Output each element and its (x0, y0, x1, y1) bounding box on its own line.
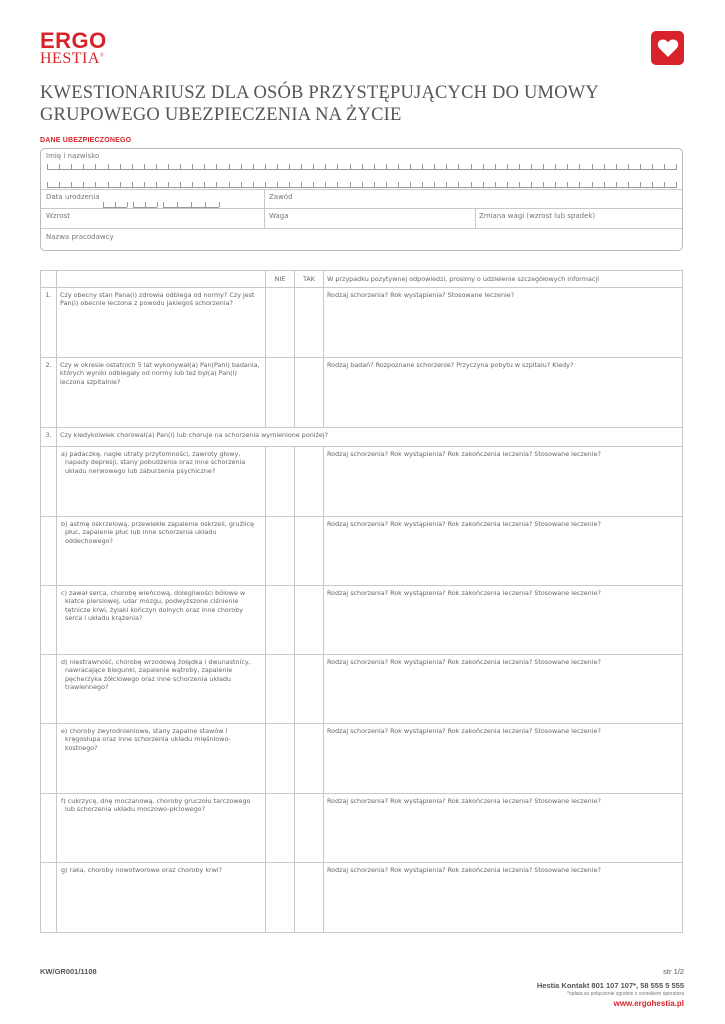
no-answer-cell[interactable] (266, 724, 295, 794)
subquestion-row-c (41, 586, 683, 655)
question-row-2 (41, 358, 683, 428)
question-row-1 (41, 288, 683, 358)
heart-icon (651, 31, 684, 65)
table-header-row (41, 271, 683, 288)
contact-phone: Hestia Kontakt 801 107 107*, 58 555 5 555 (536, 981, 684, 990)
yes-answer-cell[interactable] (295, 794, 324, 863)
yes-answer-cell[interactable] (295, 586, 324, 655)
yes-answer-cell[interactable] (295, 724, 324, 794)
insured-data-box (40, 148, 683, 251)
details-cell[interactable]: Rodzaj schorzenia? Rok wystąpienia? Rok zakończenia leczenia? Stosowane leczenie? (324, 655, 683, 724)
subquestion-text: g) raka, choroby nowotworowe oraz choroby krwi? (57, 863, 266, 933)
health-questionnaire-table (40, 270, 683, 933)
details-cell[interactable]: Rodzaj schorzenia? Rok wystąpienia? Rok zakończenia leczenia? Stosowane leczenie? (324, 517, 683, 586)
subquestion-text: e) choroby zwyrodnieniowe, stany zapalne stawów i kręgosłupa oraz inne schorzenia układu mięśniowo-kostnego? (57, 724, 266, 794)
website-link[interactable]: www.ergohestia.pl (613, 999, 684, 1008)
question-number: 2. (41, 358, 57, 428)
subquestion-row-a (41, 447, 683, 517)
yes-answer-cell[interactable] (295, 517, 324, 586)
question-row-3 (41, 428, 683, 447)
no-column-header: NIE (266, 271, 295, 288)
job-label: Zawód (269, 193, 293, 201)
details-column-header: W przypadku pozytywnej odpowiedzi, prosimy o udzielenie szczegółowych informacji (324, 271, 683, 288)
no-answer-cell[interactable] (266, 586, 295, 655)
subquestion-row-g (41, 863, 683, 933)
yes-answer-cell[interactable] (295, 447, 324, 517)
subquestion-text: b) astmę oskrzelową, przewlekłe zapalenie oskrzeli, gruźlicę płuc, zapalenie płuc lub inne schorzenia układu oddechowego? (57, 517, 266, 586)
details-cell[interactable]: Rodzaj badań? Rozpoznane schorzenie? Przyczyna pobytu w szpitalu? Kiedy? (324, 358, 683, 428)
details-cell[interactable]: Rodzaj schorzenia? Rok wystąpienia? Rok zakończenia leczenia? Stosowane leczenie? (324, 794, 683, 863)
details-cell[interactable]: Rodzaj schorzenia? Rok wystąpienia? Rok zakończenia leczenia? Stosowane leczenie? (324, 586, 683, 655)
subquestion-text: a) padaczkę, nagłe utraty przytomności, zawroty głowy, napady depresji, stany pobudzenia oraz inne schorzenia układu nerwowego lub zaburzenia psychiczne? (57, 447, 266, 517)
no-answer-cell[interactable] (266, 863, 295, 933)
form-code: KW/GR001/1108 (40, 967, 97, 976)
details-cell[interactable]: Rodzaj schorzenia? Rok wystąpienia? Rok zakończenia leczenia? Stosowane leczenie? (324, 863, 683, 933)
section-label: DANE UBEZPIECZONEGO (40, 137, 132, 144)
no-answer-cell[interactable] (266, 655, 295, 724)
question-text: Czy w okresie ostatnich 5 lat wykonywał(a) Pan(Pani) badania, których wyniki odbiegały od normy lub też był(a) Pan(i) leczona szpitalnie? (57, 358, 266, 428)
name-input-line-1[interactable] (47, 164, 677, 170)
yes-answer-cell[interactable] (295, 288, 324, 358)
subquestion-text: d) niestrawność, chorobę wrzodową żołądka i dwunastnicy, nawracające biegunki, zapalenie wątroby, zapalenie pęcherzyka żółciowego oraz inne schorzenia układu trawiennego? (57, 655, 266, 724)
birth-date-label: Data urodzenia (46, 193, 100, 201)
name-input-line-2[interactable] (47, 182, 677, 188)
yes-answer-cell[interactable] (295, 655, 324, 724)
question-number: 3. (41, 428, 57, 447)
no-answer-cell[interactable] (266, 794, 295, 863)
subquestion-row-d (41, 655, 683, 724)
details-cell[interactable]: Rodzaj schorzenia? Rok wystąpienia? Rok zakończenia leczenia? Stosowane leczenie? (324, 724, 683, 794)
weight-change-label: Zmiana wagi (wzrost lub spadek) (479, 212, 596, 220)
logo-ergo: ERGO (40, 28, 107, 53)
name-label: Imię i nazwisko (46, 152, 100, 160)
subquestion-text: c) zawał serca, chorobę wieńcową, dolegliwości bólowe w klatce piersiowej, udar mózgu, podwyższone ciśnienie tętnicze krwi, żylaki kończyn dolnych oraz inne choroby serca i układu krążenia? (57, 586, 266, 655)
question-text: Czy obecny stan Pana(i) zdrowia odbiega od normy? Czy jest Pan(i) obecnie leczona z powodu jakiegoś schorzenia? (57, 288, 266, 358)
no-answer-cell[interactable] (266, 358, 295, 428)
height-label: Wzrost (46, 212, 70, 220)
details-cell[interactable]: Rodzaj schorzenia? Rok wystąpienia? Rok zakończenia leczenia? Stosowane leczenie? (324, 447, 683, 517)
no-answer-cell[interactable] (266, 288, 295, 358)
employer-label: Nazwa pracodawcy (46, 233, 114, 241)
ergo-hestia-logo (40, 30, 107, 67)
details-cell[interactable]: Rodzaj schorzenia? Rok wystąpienia? Stosowane leczenie? (324, 288, 683, 358)
page-number: str 1/2 (663, 967, 684, 976)
weight-label: Waga (269, 212, 289, 220)
yes-column-header: TAK (295, 271, 324, 288)
logo-hestia: HESTIA® (40, 50, 105, 67)
subquestion-row-f (41, 794, 683, 863)
no-answer-cell[interactable] (266, 517, 295, 586)
subquestion-row-b (41, 517, 683, 586)
subquestion-row-e (41, 724, 683, 794)
subquestion-text: f) cukrzycę, dnę moczanową, choroby gruczołu tarczowego lub schorzenia układu moczowo-płciowego? (57, 794, 266, 863)
no-answer-cell[interactable] (266, 447, 295, 517)
page-title: KWESTIONARIUSZ DLA OSÓB PRZYSTĘPUJĄCYCH DO UMOWY GRUPOWEGO UBEZPIECZENIA NA ŻYCIE (40, 83, 599, 125)
question-text: Czy kiedykolwiek chorował(a) Pan(i) lub choruje na schorzenia wymienione poniżej? (57, 428, 683, 447)
question-number: 1. (41, 288, 57, 358)
yes-answer-cell[interactable] (295, 863, 324, 933)
yes-answer-cell[interactable] (295, 358, 324, 428)
call-cost-note: *opłata za połączenie zgodnie z cennikiem operatora (566, 991, 684, 997)
